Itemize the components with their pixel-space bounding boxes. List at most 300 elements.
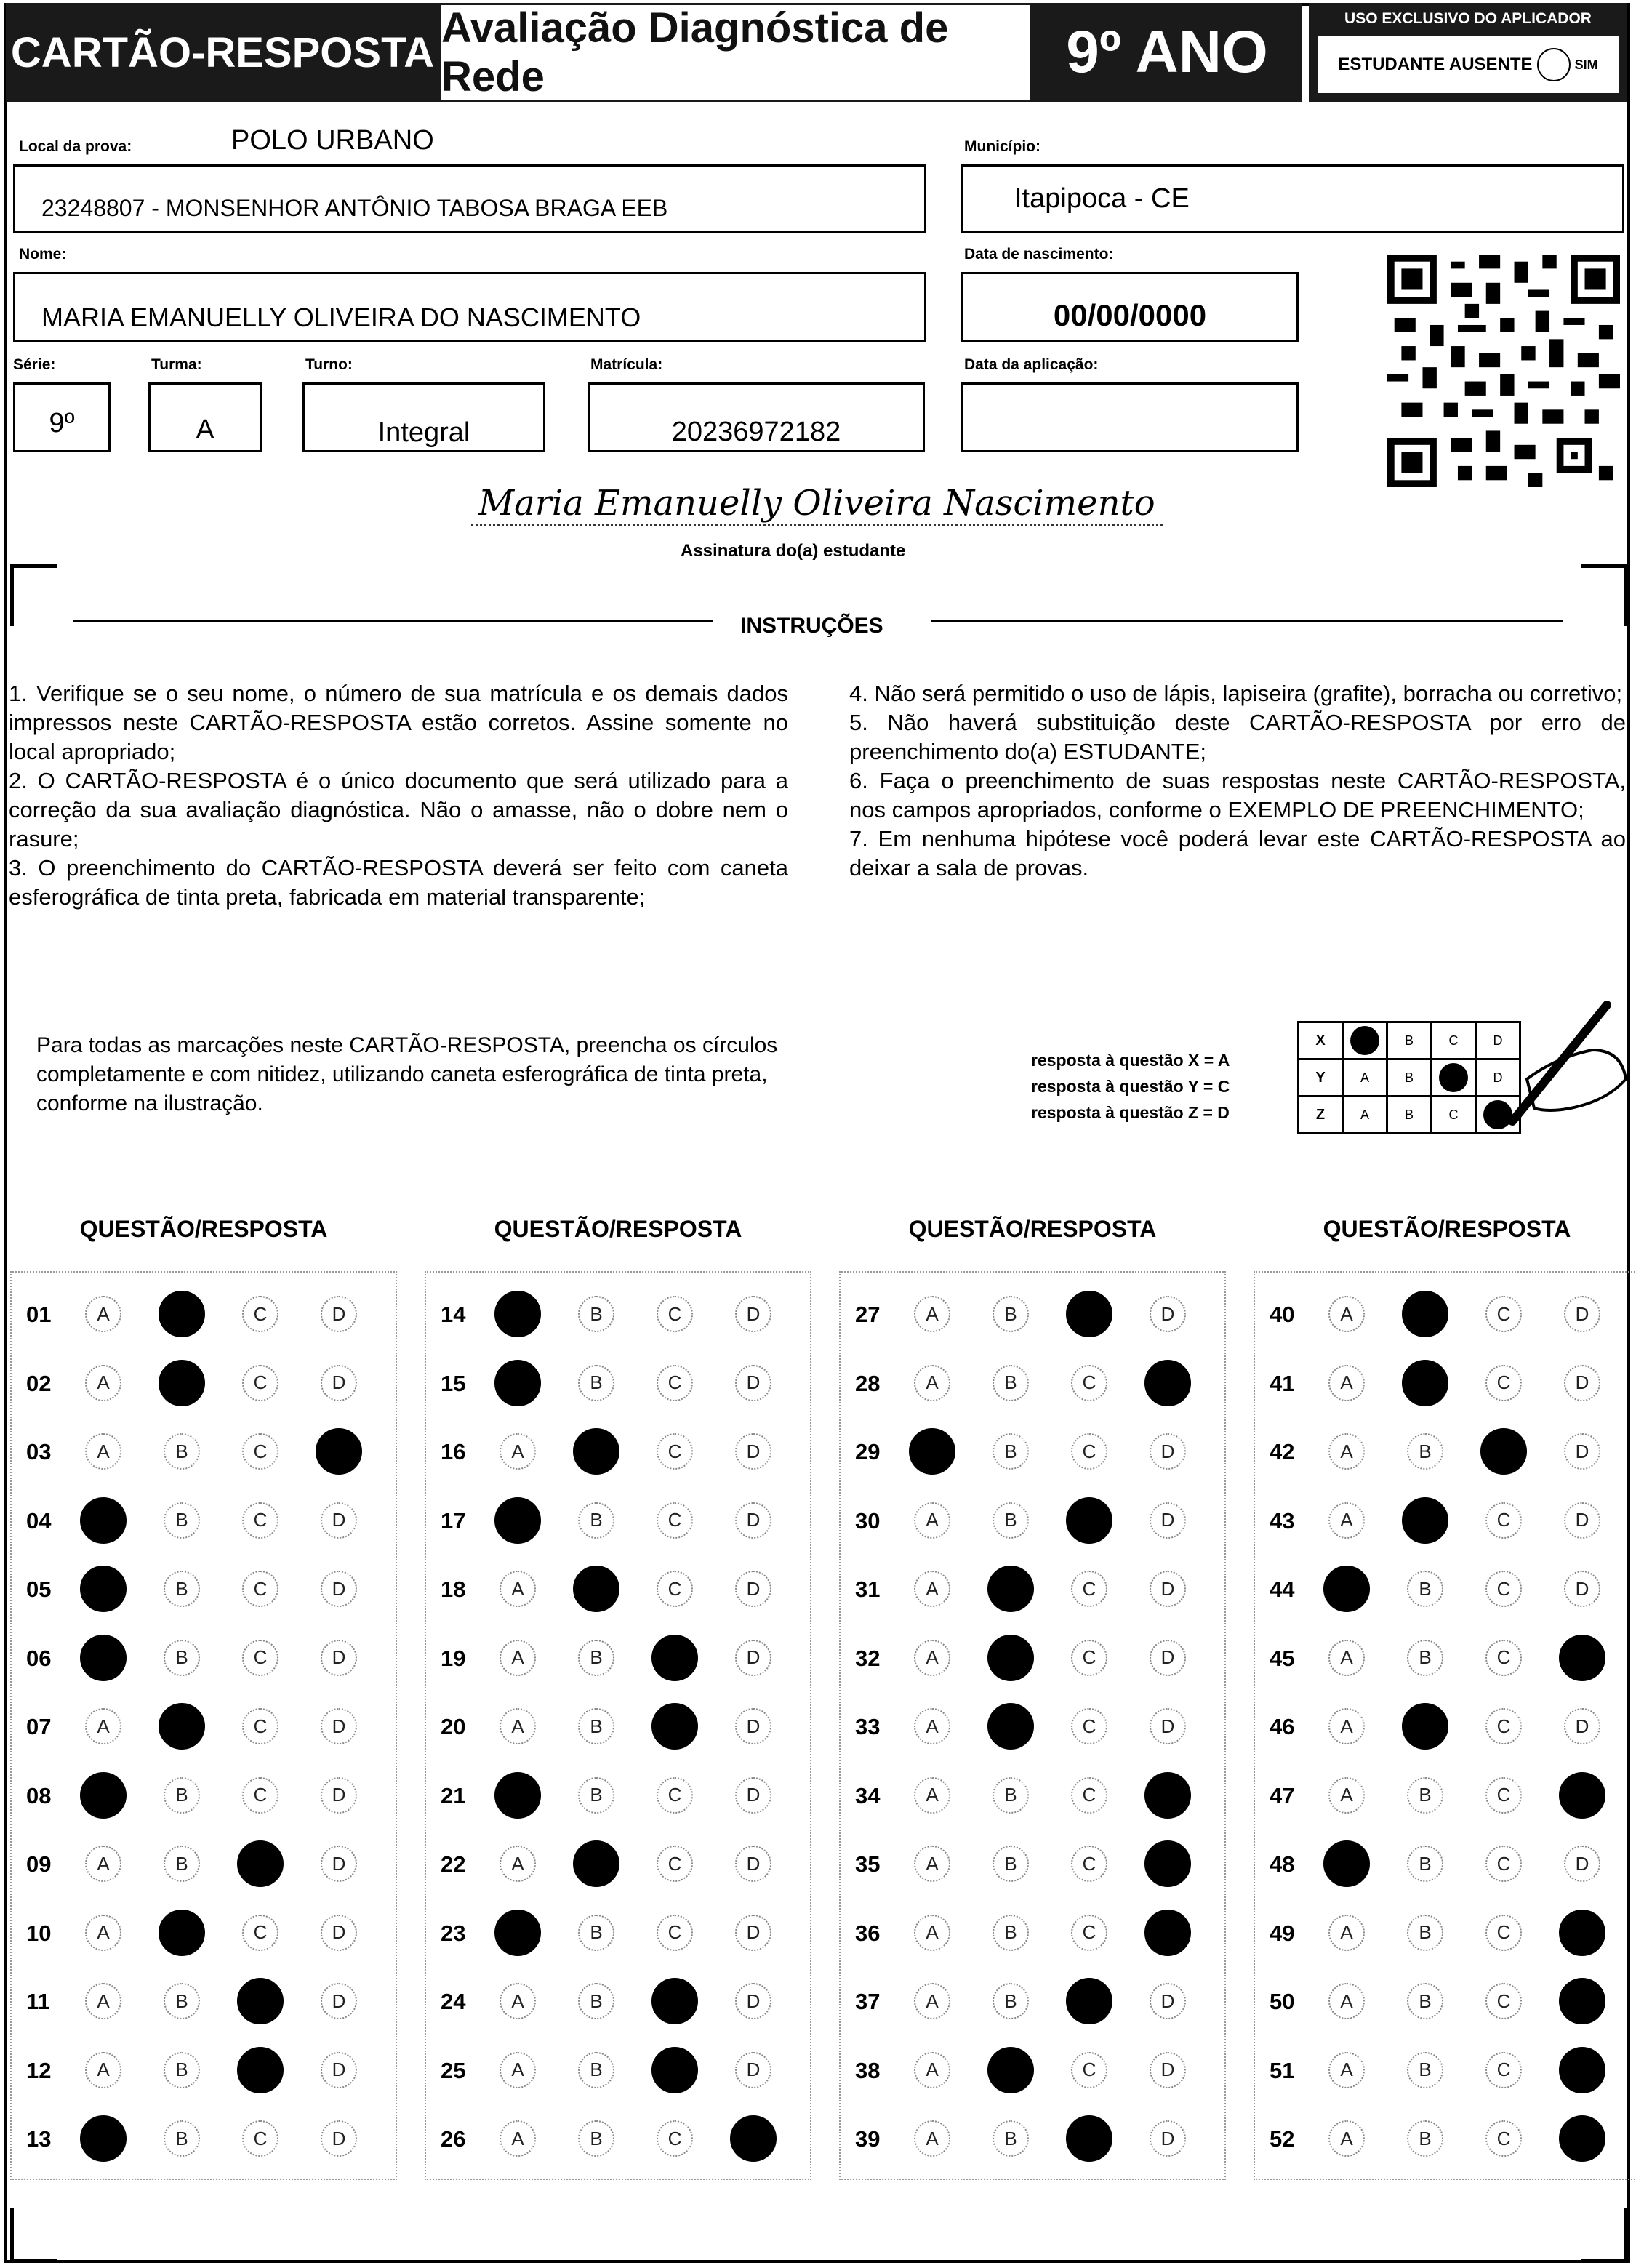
answer-bubble-b[interactable]: B — [164, 2120, 200, 2157]
answer-bubble-b[interactable]: B — [993, 1777, 1029, 1814]
question-number: 40 — [1270, 1302, 1295, 1327]
answer-bubble-c[interactable]: C — [242, 1915, 278, 1951]
answer-bubble-c[interactable]: C — [657, 1502, 693, 1539]
answer-bubble-filled[interactable] — [80, 2115, 127, 2162]
answer-bubble-a[interactable]: A — [500, 1708, 536, 1744]
answer-bubble-b[interactable]: B — [578, 1777, 614, 1814]
answer-bubble-b[interactable]: B — [164, 2052, 200, 2088]
answer-bubble-filled[interactable] — [80, 1497, 127, 1544]
answer-bubble-a[interactable]: A — [85, 2052, 121, 2088]
answer-bubble-b[interactable]: B — [164, 1777, 200, 1814]
answer-bubble-filled[interactable] — [494, 1360, 541, 1406]
question-number: 45 — [1270, 1645, 1295, 1671]
answer-bubble-a[interactable]: A — [1328, 1708, 1365, 1744]
question-number: 26 — [441, 2126, 466, 2152]
answer-bubble-d[interactable]: D — [321, 1846, 357, 1882]
answer-bubble-filled[interactable] — [987, 1566, 1034, 1612]
answer-bubble-c[interactable]: C — [657, 1433, 693, 1470]
answer-bubble-d[interactable]: D — [1564, 1571, 1600, 1607]
answer-bubble-c[interactable]: C — [1485, 1365, 1522, 1401]
question-number: 06 — [26, 1645, 52, 1671]
answer-bubble-filled[interactable] — [1144, 1910, 1191, 1956]
answer-bubble-filled[interactable] — [1144, 1360, 1191, 1406]
aplicacao-label: Data da aplicação: — [964, 356, 1099, 373]
question-number: 31 — [855, 1576, 881, 1602]
question-number: 09 — [26, 1851, 52, 1877]
answer-bubble-a[interactable]: A — [85, 1915, 121, 1951]
answer-bubble-filled[interactable] — [651, 2047, 698, 2093]
answer-bubble-filled[interactable] — [573, 1840, 619, 1887]
answer-bubble-b[interactable]: B — [1407, 1433, 1443, 1470]
answer-bubble-d[interactable]: D — [735, 1983, 771, 2019]
answer-bubble-d[interactable]: D — [1150, 1640, 1186, 1676]
question-number: 04 — [26, 1507, 52, 1534]
answer-bubble-b[interactable]: B — [993, 1846, 1029, 1882]
answer-bubble-d[interactable]: D — [321, 2052, 357, 2088]
question-number: 10 — [26, 1920, 52, 1946]
instruction-3: 3. O preenchimento do CARTÃO-RESPOSTA deverá ser feito com caneta esferográfica de tinta preta, fabricada em material transparente; — [9, 855, 788, 910]
answer-bubble-a[interactable]: A — [914, 1915, 950, 1951]
matricula-label: Matrícula: — [590, 356, 663, 373]
instructions-rule-right — [931, 620, 1563, 622]
answer-bubble-filled[interactable] — [651, 1703, 698, 1750]
question-number: 29 — [855, 1439, 881, 1464]
answer-bubble-filled[interactable] — [494, 1497, 541, 1544]
answer-bubble-c[interactable]: C — [1485, 2052, 1522, 2088]
answer-bubble-c[interactable]: C — [1071, 1640, 1107, 1676]
answer-bubble-filled[interactable] — [1066, 1497, 1112, 1544]
answer-bubble-d[interactable]: D — [735, 1433, 771, 1470]
answer-bubble-a[interactable]: A — [500, 2120, 536, 2157]
question-number: 36 — [855, 1920, 881, 1946]
answer-bubble-d[interactable]: D — [735, 1915, 771, 1951]
answer-bubble-filled[interactable] — [1066, 1291, 1112, 1337]
answer-bubble-filled[interactable] — [987, 2047, 1034, 2093]
answer-bubble-a[interactable]: A — [914, 1846, 950, 1882]
answer-bubble-c[interactable]: C — [1485, 1708, 1522, 1744]
school-value: 23248807 - MONSENHOR ANTÔNIO TABOSA BRAGA EEB — [41, 194, 668, 221]
question-number: 20 — [441, 1714, 466, 1739]
instruction-7: 7. Em nenhuma hipótese você poderá levar este CARTÃO-RESPOSTA ao deixar a sala de provas. — [849, 826, 1626, 881]
answer-bubble-a[interactable]: A — [914, 1777, 950, 1814]
local-label: Local da prova: — [19, 138, 132, 155]
answer-bubble-a[interactable]: A — [914, 1365, 950, 1401]
answer-bubble-c[interactable]: C — [657, 1846, 693, 1882]
answer-bubble-c[interactable]: C — [657, 1365, 693, 1401]
absent-label: ESTUDANTE AUSENTE — [1338, 55, 1533, 74]
matricula-value: 20236972182 — [671, 416, 841, 447]
answer-bubble-a[interactable]: A — [500, 1571, 536, 1607]
answer-bubble-d[interactable]: D — [321, 2120, 357, 2157]
answer-bubble-a[interactable]: A — [914, 1502, 950, 1539]
answer-bubble-d[interactable]: D — [1150, 2052, 1186, 2088]
answer-bubble-b[interactable]: B — [164, 1846, 200, 1882]
instructions-left — [9, 679, 788, 912]
answer-bubble-d[interactable]: D — [321, 1365, 357, 1401]
answer-bubble-a[interactable]: A — [1328, 1433, 1365, 1470]
example-option: D — [1476, 1022, 1520, 1059]
answer-bubble-filled[interactable] — [237, 2047, 284, 2093]
answer-bubble-d[interactable]: D — [1564, 1708, 1600, 1744]
question-number: 44 — [1270, 1576, 1295, 1602]
answer-bubble-a[interactable]: A — [1328, 1640, 1365, 1676]
instructions-heading: INSTRUÇÕES — [740, 614, 883, 638]
question-number: 15 — [441, 1370, 466, 1396]
answer-bubble-a[interactable]: A — [1328, 1502, 1365, 1539]
example-row-label: Z — [1299, 1097, 1343, 1134]
answer-bubble-b[interactable]: B — [578, 1296, 614, 1332]
answer-bubble-a[interactable]: A — [1328, 1777, 1365, 1814]
answer-bubble-filled[interactable] — [1402, 1360, 1448, 1406]
answer-bubble-a[interactable]: A — [1328, 2052, 1365, 2088]
example-option: C — [1432, 1022, 1476, 1059]
answer-bubble-filled[interactable] — [494, 1772, 541, 1819]
answer-bubble-filled[interactable] — [1480, 1428, 1527, 1475]
answer-bubble-c[interactable]: C — [242, 1571, 278, 1607]
answer-bubble-a[interactable]: A — [85, 1846, 121, 1882]
instruction-6: 6. Faça o preenchimento de suas respostas neste CARTÃO-RESPOSTA, nos campos apropriados, conforme o EXEMPLO DE PREENCHIMENTO; — [849, 768, 1626, 822]
answer-bubble-b[interactable]: B — [164, 1433, 200, 1470]
answer-bubble-b[interactable]: B — [578, 1708, 614, 1744]
answer-bubble-c[interactable]: C — [1071, 1571, 1107, 1607]
card-title: CARTÃO-RESPOSTA — [6, 3, 439, 102]
answer-bubble-d[interactable]: D — [735, 1708, 771, 1744]
answer-bubble-a[interactable]: A — [914, 2052, 950, 2088]
answer-bubble-d[interactable]: D — [321, 1296, 357, 1332]
question-number: 39 — [855, 2126, 881, 2152]
answer-bubble-c[interactable]: C — [1071, 2052, 1107, 2088]
example-legend — [1031, 1047, 1230, 1126]
answer-bubble-b[interactable]: B — [164, 1571, 200, 1607]
answer-bubble-filled[interactable] — [1402, 1291, 1448, 1337]
answer-bubble-c[interactable]: C — [1071, 1433, 1107, 1470]
answer-bubble-d[interactable]: D — [1150, 1433, 1186, 1470]
answer-bubble-d[interactable]: D — [735, 1640, 771, 1676]
question-number: 22 — [441, 1851, 466, 1877]
answer-bubble-c[interactable]: C — [242, 2120, 278, 2157]
question-number: 07 — [26, 1714, 52, 1739]
question-number: 25 — [441, 2057, 466, 2083]
question-number: 46 — [1270, 1714, 1295, 1739]
absent-box — [1318, 36, 1619, 93]
answer-bubble-a[interactable]: A — [1328, 1983, 1365, 2019]
answer-bubble-a[interactable]: A — [500, 1640, 536, 1676]
question-number: 23 — [441, 1920, 466, 1946]
answer-bubble-a[interactable]: A — [914, 1640, 950, 1676]
answer-bubble-filled[interactable] — [1323, 1840, 1370, 1887]
answer-bubble-a[interactable]: A — [1328, 1915, 1365, 1951]
answer-bubble-d[interactable]: D — [735, 1571, 771, 1607]
question-number: 37 — [855, 1989, 881, 2014]
answer-bubble-b[interactable]: B — [164, 1502, 200, 1539]
answer-bubble-d[interactable]: D — [1150, 1296, 1186, 1332]
answer-bubble-c[interactable]: C — [1485, 1296, 1522, 1332]
answer-bubble-filled[interactable] — [987, 1703, 1034, 1750]
column-title: QUESTÃO/RESPOSTA — [1323, 1216, 1571, 1242]
question-number: 27 — [855, 1302, 881, 1327]
answer-bubble-d[interactable]: D — [735, 1502, 771, 1539]
answer-bubble-filled[interactable] — [651, 1978, 698, 2024]
answer-bubble-a[interactable]: A — [85, 1983, 121, 2019]
answer-bubble-c[interactable]: C — [1485, 1640, 1522, 1676]
answer-bubble-b[interactable]: B — [1407, 1777, 1443, 1814]
answer-bubble-a[interactable]: A — [500, 1846, 536, 1882]
absent-bubble[interactable] — [1537, 48, 1571, 81]
answer-bubble-c[interactable]: C — [242, 1502, 278, 1539]
answer-bubble-d[interactable]: D — [1564, 1846, 1600, 1882]
answer-bubble-a[interactable]: A — [500, 1983, 536, 2019]
serie-field — [13, 382, 111, 452]
question-number: 33 — [855, 1714, 881, 1739]
answer-bubble-d[interactable]: D — [1150, 2120, 1186, 2157]
answer-bubble-a[interactable]: A — [1328, 1296, 1365, 1332]
answer-bubble-d[interactable]: D — [1150, 1502, 1186, 1539]
answer-bubble-d[interactable]: D — [1564, 1296, 1600, 1332]
grade-badge: 9º ANO — [1032, 3, 1302, 102]
answer-bubble-filled[interactable] — [1144, 1840, 1191, 1887]
answer-bubble-filled[interactable] — [1066, 2115, 1112, 2162]
answer-bubble-a[interactable]: A — [914, 1708, 950, 1744]
answer-bubble-filled[interactable] — [159, 1291, 205, 1337]
answer-bubble-d[interactable]: D — [735, 1777, 771, 1814]
answer-bubble-c[interactable]: C — [242, 1433, 278, 1470]
answer-bubble-b[interactable]: B — [993, 1502, 1029, 1539]
column-title: QUESTÃO/RESPOSTA — [908, 1216, 1157, 1242]
answer-bubble-b[interactable]: B — [993, 1365, 1029, 1401]
answer-bubble-a[interactable]: A — [500, 1433, 536, 1470]
answer-bubble-filled[interactable] — [573, 1428, 619, 1475]
column-title: QUESTÃO/RESPOSTA — [494, 1216, 742, 1242]
question-number: 03 — [26, 1439, 52, 1464]
answer-bubble-d[interactable]: D — [321, 1640, 357, 1676]
question-number: 52 — [1270, 2126, 1295, 2152]
answer-bubble-b[interactable]: B — [993, 1433, 1029, 1470]
answer-bubble-c[interactable]: C — [1071, 1846, 1107, 1882]
question-number: 08 — [26, 1782, 52, 1808]
turno-label: Turno: — [305, 356, 353, 373]
answer-bubble-b[interactable]: B — [578, 1365, 614, 1401]
answer-bubble-filled[interactable] — [1559, 2115, 1605, 2162]
answer-bubble-b[interactable]: B — [1407, 1640, 1443, 1676]
answer-bubble-filled[interactable] — [730, 2115, 777, 2162]
answer-bubble-c[interactable]: C — [1071, 1915, 1107, 1951]
question-number: 12 — [26, 2057, 52, 2083]
answer-bubble-b[interactable]: B — [993, 1296, 1029, 1332]
answer-bubble-c[interactable]: C — [1485, 1571, 1522, 1607]
answer-bubble-d[interactable]: D — [321, 1502, 357, 1539]
answer-bubble-filled[interactable] — [987, 1635, 1034, 1681]
instruction-1: 1. Verifique se o seu nome, o número de sua matrícula e os demais dados impressos neste CARTÃO-RESPOSTA estão corretos. Assine somente no local apropriado; — [9, 681, 788, 764]
answer-bubble-filled[interactable] — [909, 1428, 955, 1475]
answer-bubble-filled[interactable] — [237, 1840, 284, 1887]
serie-value: 9º — [49, 407, 75, 438]
absent-option: SIM — [1574, 57, 1598, 72]
answer-bubble-c[interactable]: C — [657, 1571, 693, 1607]
column-title: QUESTÃO/RESPOSTA — [79, 1216, 328, 1242]
answer-bubble-c[interactable]: C — [1071, 1777, 1107, 1814]
answer-bubble-filled[interactable] — [80, 1772, 127, 1819]
answer-bubble-filled[interactable] — [651, 1635, 698, 1681]
answer-bubble-c[interactable]: C — [242, 1640, 278, 1676]
answer-bubble-d[interactable]: D — [1150, 1983, 1186, 2019]
answer-bubble-c[interactable]: C — [1071, 1365, 1107, 1401]
question-number: 41 — [1270, 1370, 1295, 1396]
nome-field — [13, 272, 926, 342]
instructions-right — [849, 679, 1626, 883]
answer-bubble-c[interactable]: C — [657, 1915, 693, 1951]
answer-bubble-c[interactable]: C — [242, 1365, 278, 1401]
question-number: 24 — [441, 1989, 466, 2014]
answer-bubble-c[interactable]: C — [1485, 1777, 1522, 1814]
answer-bubble-a[interactable]: A — [85, 1296, 121, 1332]
example-option — [1432, 1059, 1476, 1097]
answer-bubble-b[interactable]: B — [578, 2052, 614, 2088]
answer-bubble-a[interactable]: A — [914, 1296, 950, 1332]
answer-bubble-c[interactable]: C — [657, 1777, 693, 1814]
answer-bubble-c[interactable]: C — [1485, 1983, 1522, 2019]
answer-bubble-b[interactable]: B — [578, 1983, 614, 2019]
answer-bubble-d[interactable]: D — [735, 1296, 771, 1332]
answer-bubble-b[interactable]: B — [1407, 1571, 1443, 1607]
answer-bubble-filled[interactable] — [1559, 1635, 1605, 1681]
answer-bubble-b[interactable]: B — [578, 1640, 614, 1676]
answer-bubble-d[interactable]: D — [321, 1708, 357, 1744]
instruction-2: 2. O CARTÃO-RESPOSTA é o único documento que será utilizado para a correção da sua avaliação diagnóstica. Não o amasse, não o dobre nem o rasure; — [9, 768, 788, 851]
local-value: POLO URBANO — [231, 125, 434, 156]
answer-bubble-d[interactable]: D — [321, 1915, 357, 1951]
answer-bubble-filled[interactable] — [316, 1428, 362, 1475]
question-number: 05 — [26, 1576, 52, 1602]
answer-bubble-b[interactable]: B — [1407, 1846, 1443, 1882]
answer-bubble-d[interactable]: D — [321, 1777, 357, 1814]
corner-bracket-top-left — [10, 564, 57, 626]
answer-bubble-filled[interactable] — [159, 1360, 205, 1406]
answer-bubble-b[interactable]: B — [1407, 2052, 1443, 2088]
question-number: 51 — [1270, 2057, 1295, 2083]
answer-bubble-c[interactable]: C — [1485, 2120, 1522, 2157]
answer-bubble-d[interactable]: D — [735, 1365, 771, 1401]
answer-bubble-d[interactable]: D — [1150, 1708, 1186, 1744]
answer-bubble-b[interactable]: B — [164, 1983, 200, 2019]
answer-bubble-filled[interactable] — [159, 1910, 205, 1956]
answer-bubble-b[interactable]: B — [164, 1640, 200, 1676]
answer-bubble-filled[interactable] — [1559, 1772, 1605, 1819]
answer-bubble-filled[interactable] — [237, 1978, 284, 2024]
answer-bubble-c[interactable]: C — [1485, 1846, 1522, 1882]
question-number: 16 — [441, 1439, 466, 1464]
answer-bubble-d[interactable]: D — [1564, 1502, 1600, 1539]
applicator-label: USO EXCLUSIVO DO APLICADOR — [1344, 10, 1592, 27]
aplicacao-field — [961, 382, 1299, 452]
answer-bubble-b[interactable]: B — [993, 1915, 1029, 1951]
answer-bubble-a[interactable]: A — [1328, 2120, 1365, 2157]
answer-bubble-c[interactable]: C — [1485, 1915, 1522, 1951]
example-legend-y: resposta à questão Y = C — [1031, 1077, 1230, 1096]
instruction-5: 5. Não haverá substituição deste CARTÃO-RESPOSTA por erro de preenchimento do(a) ESTUDANTE; — [849, 710, 1626, 764]
example-option: B — [1387, 1059, 1432, 1097]
answer-bubble-filled[interactable] — [80, 1566, 127, 1612]
answer-bubble-c[interactable]: C — [242, 1708, 278, 1744]
question-number: 11 — [26, 1989, 50, 2014]
answer-bubble-filled[interactable] — [494, 1910, 541, 1956]
example-option — [1343, 1022, 1387, 1059]
answer-bubble-c[interactable]: C — [242, 1296, 278, 1332]
answer-bubble-filled[interactable] — [1144, 1772, 1191, 1819]
answer-bubble-b[interactable]: B — [578, 1915, 614, 1951]
answer-bubble-d[interactable]: D — [735, 1846, 771, 1882]
example-option: B — [1387, 1022, 1432, 1059]
answer-bubble-c[interactable]: C — [242, 1777, 278, 1814]
answer-bubble-filled[interactable] — [80, 1635, 127, 1681]
answer-bubble-c[interactable]: C — [657, 2120, 693, 2157]
answer-bubble-filled[interactable] — [1559, 1910, 1605, 1956]
corner-bracket-bottom-right — [1581, 2208, 1628, 2262]
answer-bubble-filled[interactable] — [1402, 1497, 1448, 1544]
question-number: 43 — [1270, 1507, 1295, 1534]
answer-bubble-b[interactable]: B — [993, 1983, 1029, 2019]
question-number: 28 — [855, 1370, 881, 1396]
answer-bubble-b[interactable]: B — [578, 2120, 614, 2157]
answer-bubble-a[interactable]: A — [85, 1433, 121, 1470]
answer-bubble-b[interactable]: B — [1407, 1915, 1443, 1951]
answer-bubble-d[interactable]: D — [1150, 1571, 1186, 1607]
example-filled-bubble — [1439, 1063, 1468, 1092]
example-option: B — [1387, 1097, 1432, 1134]
answer-bubble-d[interactable]: D — [1564, 1433, 1600, 1470]
corner-bracket-bottom-left — [10, 2208, 57, 2262]
answer-bubble-filled[interactable] — [573, 1566, 619, 1612]
answer-bubble-a[interactable]: A — [85, 1708, 121, 1744]
exam-title: Avaliação Diagnóstica de Rede — [439, 3, 1032, 102]
answer-bubble-d[interactable]: D — [1564, 1365, 1600, 1401]
answer-bubble-d[interactable]: D — [735, 2052, 771, 2088]
answer-bubble-b[interactable]: B — [1407, 2120, 1443, 2157]
answer-bubble-a[interactable]: A — [914, 1571, 950, 1607]
answer-bubble-filled[interactable] — [494, 1291, 541, 1337]
nascimento-value: 00/00/0000 — [1053, 298, 1207, 332]
answer-bubble-filled[interactable] — [159, 1703, 205, 1750]
answer-bubble-a[interactable]: A — [1328, 1365, 1365, 1401]
answer-bubble-filled[interactable] — [1559, 1978, 1605, 2024]
answer-bubble-filled[interactable] — [1323, 1566, 1370, 1612]
answer-bubble-a[interactable]: A — [914, 2120, 950, 2157]
answer-bubble-filled[interactable] — [1066, 1978, 1112, 2024]
answer-bubble-c[interactable]: C — [657, 1296, 693, 1332]
answer-bubble-filled[interactable] — [1559, 2047, 1605, 2093]
instruction-4: 4. Não será permitido o uso de lápis, lapiseira (grafite), borracha ou corretivo; — [849, 681, 1623, 706]
question-number: 32 — [855, 1645, 881, 1671]
question-number: 01 — [26, 1302, 52, 1327]
answer-bubble-a[interactable]: A — [500, 2052, 536, 2088]
answer-bubble-filled[interactable] — [1402, 1703, 1448, 1750]
example-note: Para todas as marcações neste CARTÃO-RESPOSTA, preencha os círculos completamente e com nitidez, utilizando caneta esferográfica de tinta preta, conforme na ilustração. — [36, 1033, 778, 1115]
example-option: C — [1432, 1097, 1476, 1134]
answer-bubble-a[interactable]: A — [85, 1365, 121, 1401]
answer-bubble-b[interactable]: B — [993, 2120, 1029, 2157]
nome-label: Nome: — [19, 246, 67, 263]
answer-bubble-c[interactable]: C — [1071, 1708, 1107, 1744]
answer-bubble-b[interactable]: B — [1407, 1983, 1443, 2019]
municipio-label: Município: — [964, 138, 1040, 155]
answer-bubble-d[interactable]: D — [321, 1571, 357, 1607]
answer-bubble-d[interactable]: D — [321, 1983, 357, 2019]
school-field — [13, 164, 926, 233]
question-number: 19 — [441, 1645, 466, 1671]
answer-bubble-a[interactable]: A — [914, 1983, 950, 2019]
answer-bubble-c[interactable]: C — [1485, 1502, 1522, 1539]
example-legend-x: resposta à questão X = A — [1031, 1051, 1230, 1070]
answer-bubble-b[interactable]: B — [578, 1502, 614, 1539]
